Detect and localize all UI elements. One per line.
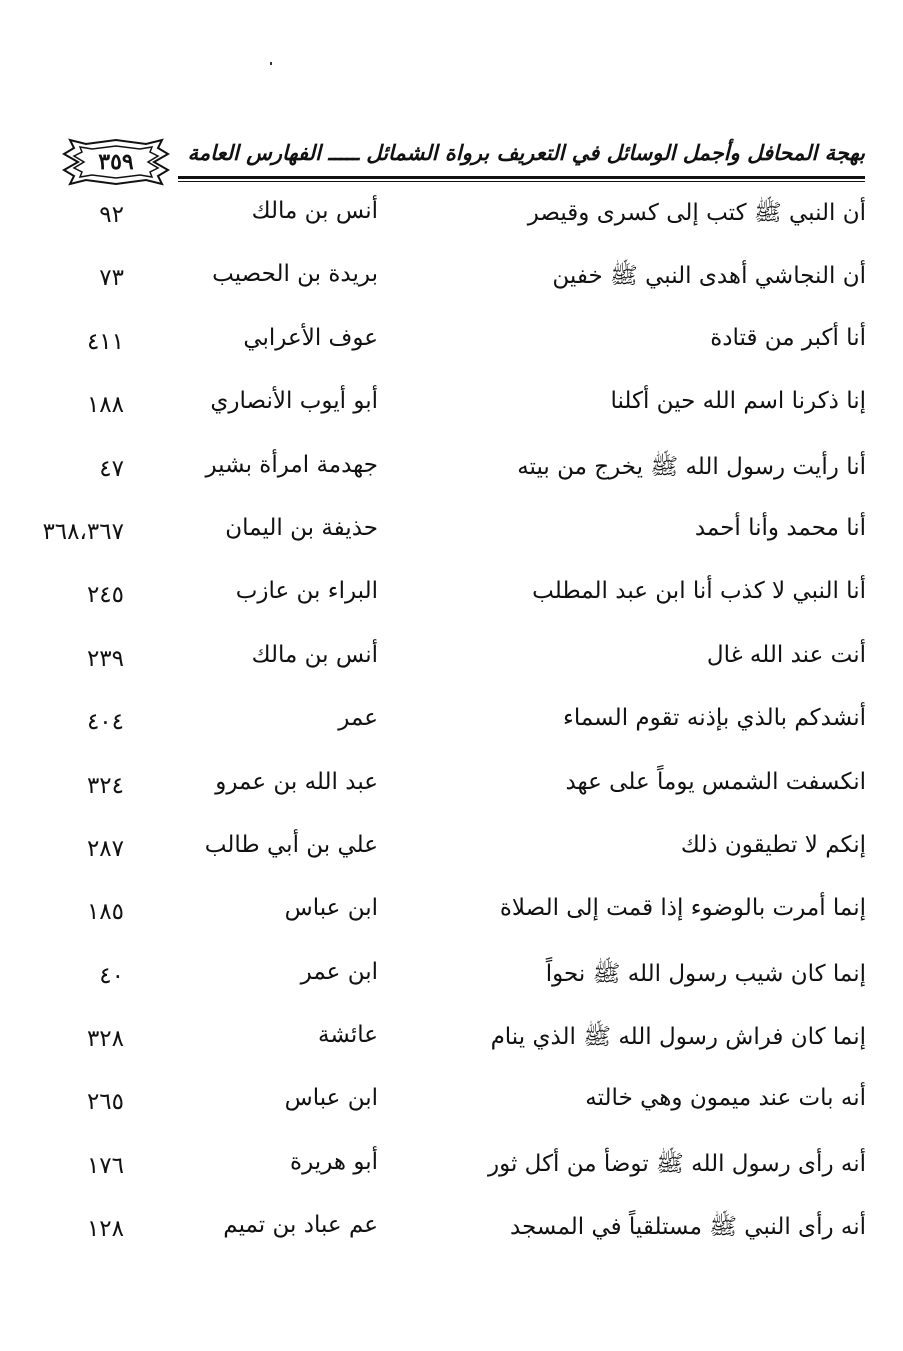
page-reference: ٤٧: [99, 455, 124, 482]
hadith-phrase: أنا رأيت رسول الله ﷺ يخرج من بيته: [517, 453, 866, 480]
hadith-phrase: أنا محمد وأنا أحمد: [694, 514, 866, 541]
page-reference: ٣٢٤: [86, 772, 124, 799]
narrator-name: ابن عمر: [300, 958, 378, 985]
hadith-phrase: إنما أمرت بالوضوء إذا قمت إلى الصلاة: [499, 895, 866, 922]
hadith-phrase: إنما كان شيب رسول الله ﷺ نحواً: [545, 960, 866, 987]
hadith-phrase: أن النجاشي أهدى النبي ﷺ خفين: [552, 263, 866, 290]
page-reference: ٢٤٥: [86, 582, 124, 609]
hadith-phrase: انكسفت الشمس يوماً على عهد: [565, 768, 866, 795]
narrator-name: أنس بن مالك: [251, 641, 378, 668]
index-row: [20, 826, 870, 889]
narrator-name: ابن عباس: [284, 895, 378, 922]
index-row: [20, 763, 870, 826]
narrator-name: ابن عباس: [284, 1085, 378, 1112]
index-row: [20, 1206, 870, 1269]
narrator-name: البراء بن عازب: [235, 578, 378, 605]
narrator-name: عبد الله بن عمرو: [215, 768, 378, 795]
page-reference: ٢٨٧: [86, 835, 124, 862]
index-row: [20, 319, 870, 382]
page-reference: ٩٢: [99, 202, 124, 228]
hadith-phrase: أنه رأى النبي ﷺ مستلقياً في المسجد: [510, 1214, 866, 1241]
narrator-name: بريدة بن الحصيب: [212, 261, 378, 288]
page-reference: ٤١١: [86, 328, 124, 355]
page-reference: ١٨٨: [86, 392, 124, 419]
hadith-phrase: أنا النبي لا كذب أنا ابن عبد المطلب: [532, 578, 866, 605]
hadith-phrase: أن النبي ﷺ كتب إلى كسرى وقيصر: [527, 200, 866, 226]
narrator-name: عمر: [338, 705, 378, 732]
page-reference: ٢٣٩: [86, 645, 124, 672]
index-row: [20, 953, 870, 1016]
index-row: [20, 572, 870, 635]
index-row: [20, 1016, 870, 1079]
page-reference: ٢٦٥: [86, 1089, 124, 1116]
index-row: [20, 699, 870, 762]
narrator-name: أبو أيوب الأنصاري: [210, 388, 378, 415]
header-title: بهجة المحافل وأجمل الوسائل في التعريف برواة الشمائل ـــــ الفهارس العامة: [187, 140, 865, 165]
hadith-phrase: إنكم لا تطيقون ذلك: [680, 831, 866, 858]
page-number-badge: [60, 138, 172, 186]
index-row: [20, 1143, 870, 1206]
hadith-phrase: أنه رأى رسول الله ﷺ توضأ من أكل ثور: [487, 1150, 866, 1177]
hadith-phrase: إنا ذكرنا اسم الله حين أكلنا: [610, 388, 866, 415]
running-header: [60, 130, 865, 190]
narrator-name: أنس بن مالك: [251, 198, 378, 224]
narrator-name: حذيفة بن اليمان: [225, 514, 378, 541]
narrator-name: عم عباد بن تميم: [223, 1212, 378, 1239]
narrator-name: عوف الأعرابي: [243, 324, 378, 351]
index-row: [20, 255, 870, 318]
header-rule: [178, 176, 865, 182]
hadith-phrase: أنت عند الله غال: [706, 641, 866, 668]
page-number: ٣٥٩: [98, 149, 134, 175]
index-row: [20, 382, 870, 445]
narrator-name: أبو هريرة: [290, 1148, 378, 1175]
page-reference: ٤٠: [99, 962, 124, 989]
index-row: [20, 636, 870, 699]
speck-mark: [270, 62, 272, 65]
index-row: [20, 192, 870, 255]
page-reference: ٤٠٤: [86, 709, 124, 736]
narrator-name: عائشة: [318, 1022, 378, 1049]
index-row: [20, 446, 870, 509]
narrator-name: علي بن أبي طالب: [204, 831, 378, 858]
index-row: [20, 1079, 870, 1142]
index-row: [20, 889, 870, 952]
hadith-phrase: إنما كان فراش رسول الله ﷺ الذي ينام: [490, 1024, 866, 1051]
page-reference: ١٧٦: [86, 1152, 124, 1179]
page-reference: ٣٢٨: [86, 1026, 124, 1053]
index-row: [20, 509, 870, 572]
page-reference: ٣٦٨،٣٦٧: [42, 518, 124, 545]
index-table: [20, 192, 870, 1270]
page-reference: ١٨٥: [86, 899, 124, 926]
hadith-phrase: أنشدكم بالذي بإذنه تقوم السماء: [563, 705, 866, 732]
hadith-phrase: أنه بات عند ميمون وهي خالته: [585, 1085, 866, 1112]
narrator-name: جهدمة امرأة بشير: [205, 451, 378, 478]
page-reference: ٧٣: [99, 265, 124, 292]
page-reference: ١٢٨: [86, 1216, 124, 1243]
hadith-phrase: أنا أكبر من قتادة: [710, 324, 866, 351]
